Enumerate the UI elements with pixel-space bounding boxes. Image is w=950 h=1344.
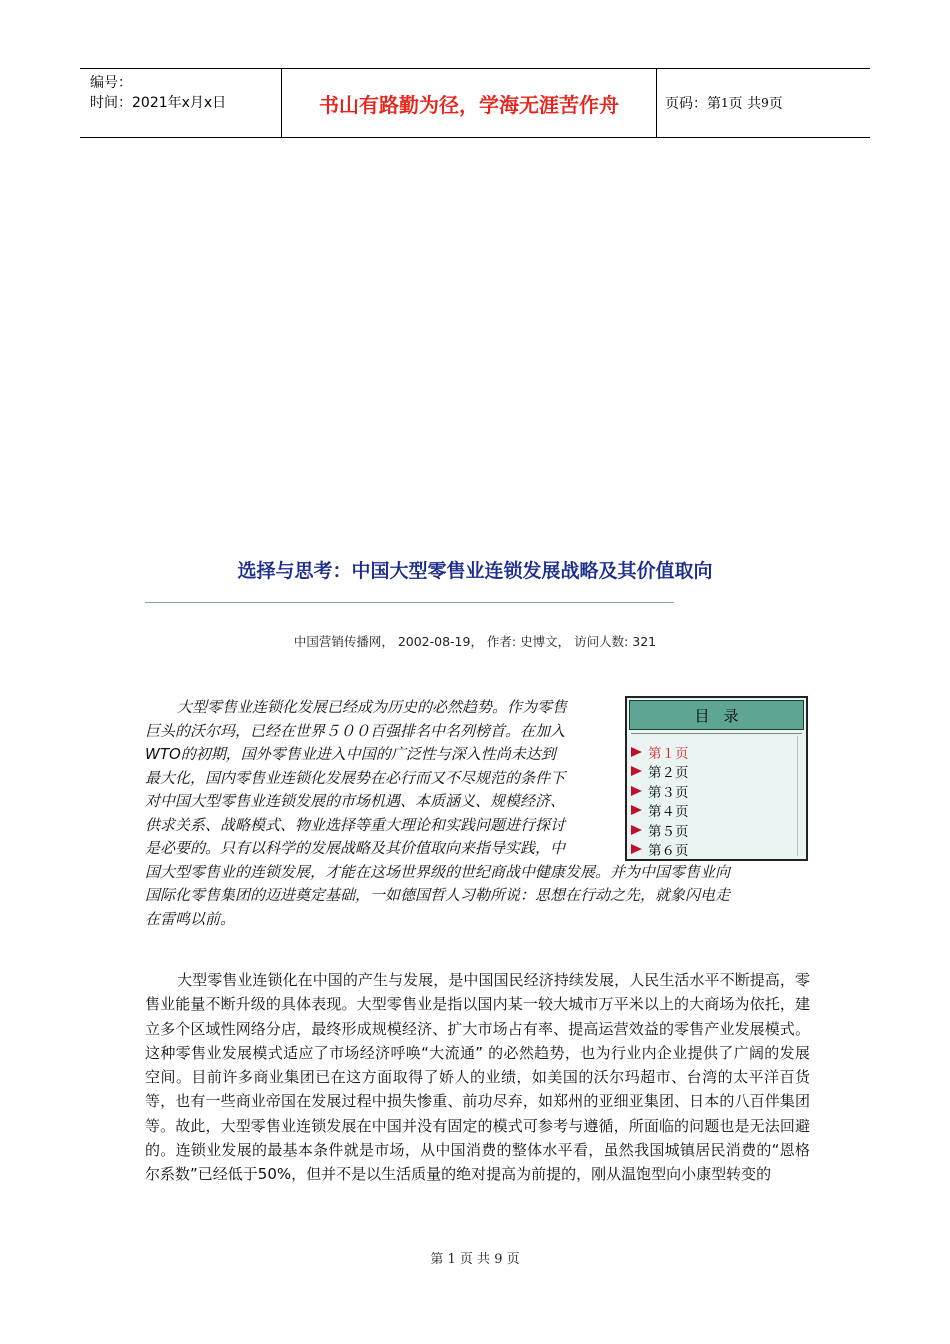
arrow-right-icon bbox=[631, 844, 642, 854]
body-paragraph-text: 大型零售业连锁化在中国的产生与发展，是中国国民经济持续发展，人民生活水平不断提高，零售业能量不断升级的具体表现。大型零售业是指以国内某一较大城市万平米以上的大商场为依托，建立多个区域性网络分店，最终形成规模经济、扩大市场占有率、提高运营效益的零售产业发展模式。这种零售业发展模式适应了市场经济呼唤“大流通” 的必然趋势，也为行业内企业提供了广阔的发展空间。目前许多商业集团已在这方面取得了娇人的业绩，如美国的沃尔玛超市、台湾的太平洋百货等，也有一些商业帝国在发展过程中损失惨重、前功尽弃，如郑州的亚细亚集团、日本的八百伴集团等。故此，大型零售业连锁发展在中国并没有固定的模式可参考与遵循，所面临的问题也是无法回避的。连锁业发展的最基本条件就是市场，从中国消费的整体水平看，虽然我国城镇居民消费的“恩格尔系数”已经低于50%，但并不是以生活质量的绝对提高为前提的，刚从温饱型向小康型转变的 bbox=[145, 971, 810, 1184]
toc-item-page-6[interactable] bbox=[631, 840, 689, 860]
intro-line: 大型零售业连锁化发展已经成为历史的必然趋势。作为零售 bbox=[177, 698, 568, 716]
intro-line: 巨头的沃尔玛，已经在世界５００百强排名中名列榜首。在加入 bbox=[145, 721, 566, 740]
toc-item-page-1[interactable] bbox=[631, 742, 689, 762]
toc-scrollbar[interactable] bbox=[797, 736, 803, 856]
page-total: 9 bbox=[761, 96, 769, 110]
toc-divider bbox=[631, 733, 802, 734]
intro-line: 国大型零售业的连锁发展，才能在这场世界级的世纪商战中健康发展。并为中国零售业向 bbox=[145, 862, 731, 881]
intro-line: 最大化，国内零售业连锁化发展势在必行而又不尽规范的条件下 bbox=[145, 768, 566, 787]
toc-item-page-3[interactable] bbox=[631, 781, 689, 801]
toc-item-label: 第４页 bbox=[648, 804, 689, 821]
header-left-cell bbox=[80, 69, 282, 137]
intro-line: WTO的初期，国外零售业进入中国的广泛性与深入性尚未达到 bbox=[145, 745, 556, 763]
arrow-right-icon bbox=[631, 766, 642, 776]
toc-item-label: 第３页 bbox=[648, 784, 689, 801]
toc-item-label: 第６页 bbox=[648, 843, 689, 860]
header-motto: 书山有路勤为径，学海无涯苦作舟 bbox=[282, 69, 657, 137]
page-suffix: 页 bbox=[768, 96, 783, 112]
toc-item-page-5[interactable] bbox=[631, 820, 689, 840]
toc-list bbox=[631, 742, 689, 859]
page-prefix: 页码：第 bbox=[665, 96, 721, 112]
toc-item-page-4[interactable] bbox=[631, 801, 689, 821]
toc-item-label: 第１页 bbox=[648, 745, 689, 762]
doc-number-label: 编号： bbox=[90, 75, 132, 91]
table-of-contents bbox=[625, 696, 808, 861]
page-mid: 页 共 bbox=[728, 96, 762, 112]
arrow-right-icon bbox=[631, 825, 642, 835]
document-header bbox=[80, 68, 870, 138]
header-page-info bbox=[657, 69, 870, 137]
arrow-right-icon bbox=[631, 747, 642, 757]
intro-line: 国际化零售集团的迈进奠定基础，一如德国哲人习勒所说：思想在行动之先，就象闪电走 bbox=[145, 886, 731, 904]
toc-item-label: 第２页 bbox=[648, 765, 689, 782]
article-meta: 中国营销传播网， 2002-08-19， 作者: 史博文， 访问人数: 321 bbox=[293, 634, 657, 649]
body-paragraph bbox=[145, 968, 810, 1187]
doc-time-label: 时间：2021年x月x日 bbox=[90, 95, 227, 111]
intro-line: 是必要的。只有以科学的发展战略及其价值取向来指导实践，中 bbox=[145, 839, 566, 857]
page-current: 1 bbox=[721, 96, 729, 110]
intro-line: 对中国大型零售业连锁发展的市场机遇、本质涵义、规模经济、 bbox=[145, 792, 566, 810]
arrow-right-icon bbox=[631, 805, 642, 815]
toc-item-label: 第５页 bbox=[648, 823, 689, 840]
toc-heading: 目录 bbox=[629, 700, 804, 730]
intro-line: 供求关系、战略模式、物业选择等重大理论和实践问题进行探讨 bbox=[145, 815, 566, 834]
title-divider bbox=[145, 602, 674, 603]
arrow-right-icon bbox=[631, 786, 642, 796]
article-title: 选择与思考：中国大型零售业连锁发展战略及其价值取向 bbox=[237, 560, 713, 582]
page-footer: 第 1 页 共 9 页 bbox=[430, 1252, 520, 1267]
intro-line: 在雷鸣以前。 bbox=[145, 909, 236, 928]
toc-item-page-2[interactable] bbox=[631, 762, 689, 782]
